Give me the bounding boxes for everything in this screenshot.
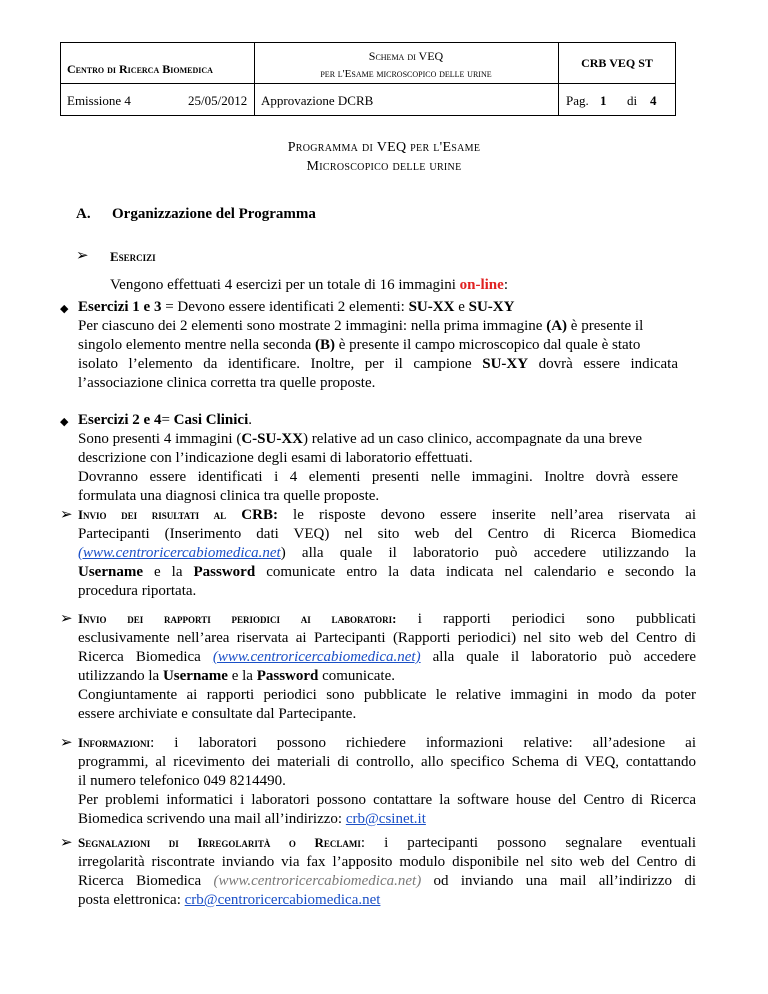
invio-rapporti-l6: essere archiviate e consultate dal Partecipante. (78, 706, 357, 722)
online-highlight: on-line (459, 277, 504, 293)
section-a-label: A. (76, 206, 91, 222)
informazioni-section (78, 733, 696, 829)
segnalazioni-l1: : i partecipanti possono segnalare eventuali (360, 835, 696, 851)
esercizi-intro-colon: : (503, 277, 508, 293)
segnalazioni-l4: posta elettronica: (78, 892, 185, 908)
invio-rapporti-l4: utilizzando la (78, 668, 163, 684)
informazioni-l1: : i laboratori possono richiedere informazioni relative: all’adesione ai (150, 735, 696, 751)
item-esercizi-1-3 (78, 298, 678, 393)
item1-b: (B) (315, 337, 336, 353)
item2-l2: Sono presenti 4 immagini ( (78, 431, 242, 447)
header-page-of: di (627, 93, 638, 108)
item2-head: Esercizi 2 e 4 (78, 412, 162, 428)
title-line1: Programma di VEQ per l'Esame (287, 140, 481, 155)
invio-crb-l3: ) alla quale il laboratorio può accedere utilizzando la (280, 545, 696, 561)
csinet-email-link[interactable]: crb@csinet.it (345, 811, 426, 827)
item1-l4: isolato l’elemento da identificare. Inoltre, per il campione (78, 356, 483, 372)
item2-l4: Dovranno essere identificati i 4 elementi presenti nelle immagini. Inoltre dovrà essere (78, 469, 678, 485)
item2-c-su-xx: C-SU-XX (241, 431, 303, 447)
invio-rapporti-l1: i rapporti periodici sono pubblicati (396, 611, 696, 627)
item1-head: Esercizi 1 e 3 (78, 299, 162, 315)
document-title (0, 138, 768, 176)
arrow-bullet-icon: ➢ (60, 507, 73, 523)
arrow-bullet-icon: ➢ (60, 735, 73, 751)
item2-casi-clinici: Casi Clinici (173, 412, 249, 428)
arrow-bullet-icon: ➢ (60, 835, 73, 851)
item1-su-xy: SU-XY (468, 299, 515, 315)
invio-crb-password: Password (193, 564, 256, 580)
item1-l4-b: SU-XY (482, 356, 529, 372)
informazioni-l4: Per problemi informatici i laboratori possono contattare la software house del Centro di Ricerca (78, 792, 696, 808)
invio-crb-l4-mid: e la (142, 564, 194, 580)
invio-rapporti-l4-post: comunicate. (318, 668, 395, 684)
header-page-label: Pag. (566, 93, 589, 108)
section-a-text: Organizzazione del Programma (112, 206, 316, 222)
segnalazioni-head: Segnalazioni di Irregolarità o Reclami (78, 835, 361, 850)
invio-rapporti-l3-post: alla quale il laboratorio può accedere (420, 649, 697, 665)
item1-a: (A) (546, 318, 568, 334)
esercizi-heading: Esercizi (110, 249, 156, 264)
invio-rapporti-l5: Congiuntamente ai rapporti periodici sono pubblicate le relative immagini in modo da poter (78, 687, 696, 703)
diamond-bullet-icon: ◆ (60, 303, 69, 315)
item1-l5: l’associazione clinica corretta tra quelle proposte. (78, 375, 376, 391)
item1-l4-post: dovrà essere indicata (528, 356, 678, 372)
invio-rapporti-section (78, 609, 696, 724)
invio-rapporti-l4-mid: e la (227, 668, 257, 684)
header-date: 25/05/2012 (188, 93, 248, 108)
esercizi-intro-text: Vengono effettuati 4 esercizi per un totale di 16 immagini (110, 277, 460, 293)
esercizi-intro (110, 276, 508, 295)
item-esercizi-2-4 (78, 411, 678, 506)
item2-l5: formulata una diagnosi clinica tra quelle proposte. (78, 488, 380, 504)
invio-crb-l4: comunicate entro la data indicata nel calendario e secondo la (255, 564, 696, 580)
diamond-bullet-icon: ◆ (60, 416, 69, 428)
item2-l3: descrizione con l’indicazione degli esami di laboratorio effettuati. (78, 450, 473, 466)
title-line2: Microscopico delle urine (306, 159, 462, 174)
informazioni-l5: Biomedica scrivendo una mail all’indirizzo: (78, 811, 346, 827)
segnalazioni-section (78, 833, 696, 910)
header-schema-line2: per l'Esame microscopico delle urine (320, 68, 492, 80)
segnalazioni-l3: Ricerca Biomedica (78, 873, 214, 889)
informazioni-head: Informazioni (78, 735, 151, 750)
item1-su-xx: SU-XX (408, 299, 455, 315)
arrow-bullet-icon: ➢ (60, 611, 73, 627)
invio-crb-l5: procedura riportata. (78, 583, 197, 599)
header-table (60, 42, 676, 116)
crb-website-link[interactable]: (www.centroricercabiomedica.net (78, 545, 281, 561)
invio-rapporti-l3: Ricerca Biomedica (78, 649, 213, 665)
informazioni-l3: il numero telefonico 049 8214490. (78, 773, 286, 789)
item1-l3-post: è presente il campo microscopico dal quale è stato (335, 337, 641, 353)
item1-l2-post: è presente il (567, 318, 644, 334)
invio-rapporti-head: Invio dei rapporti periodici ai laboratori: (78, 611, 397, 626)
item1-eq: = Devono essere identificati 2 elementi: (161, 299, 409, 315)
arrow-bullet-icon: ➢ (76, 248, 89, 264)
crb-email-link[interactable]: crb@centroricercabiomedica.net (184, 892, 381, 908)
item2-l2-post: ) relative ad un caso clinico, accompagnate da una breve (303, 431, 643, 447)
invio-crb-l1: le risposte devono essere inserite nell’area riservata ai (277, 507, 696, 523)
invio-risultati-section (78, 505, 696, 601)
crb-website-link[interactable]: (www.centroricercabiomedica.net) (213, 873, 422, 889)
header-page-num: 1 (600, 93, 607, 108)
informazioni-l2: programmi, al ricevimento dei materiali di controllo, allo specifico Schema di VEQ, contattando (78, 754, 696, 770)
item2-dot: . (248, 412, 253, 428)
segnalazioni-l3-post: od inviando una mail all’indirizzo di (421, 873, 697, 889)
header-schema-line1: Schema di VEQ (368, 49, 444, 63)
item1-l3: singolo elemento mentre nella seconda (78, 337, 316, 353)
invio-crb-username: Username (78, 564, 143, 580)
header-code: CRB VEQ ST (581, 56, 653, 70)
crb-website-link[interactable]: (www.centroricercabiomedica.net) (212, 649, 421, 665)
item2-eq: = (161, 412, 174, 428)
invio-rapporti-username: Username (162, 668, 228, 684)
header-org: Centro di Ricerca Biomedica (67, 62, 213, 76)
invio-crb-l2: Partecipanti (Inserimento dati VEQ) nel sito web del Centro di Ricerca Biomedica (78, 526, 696, 542)
header-emission: Emissione 4 (67, 93, 131, 108)
item1-and: e (454, 299, 469, 315)
invio-crb-crb: CRB: (241, 507, 278, 523)
item1-l2: Per ciascuno dei 2 elementi sono mostrate 2 immagini: nella prima immagine (78, 318, 547, 334)
header-approval: Approvazione DCRB (261, 93, 374, 108)
invio-rapporti-l2: esclusivamente nell’area riservata ai Partecipanti (Rapporti periodici) nel sito web del Centro di (78, 630, 696, 646)
header-page-total: 4 (650, 93, 657, 108)
segnalazioni-l2: irregolarità riscontrate inviando via fax l’apposito modulo disponibile nel sito web del Centro di (78, 854, 696, 870)
invio-rapporti-password: Password (256, 668, 319, 684)
invio-crb-head: Invio dei risultati al (78, 507, 227, 522)
